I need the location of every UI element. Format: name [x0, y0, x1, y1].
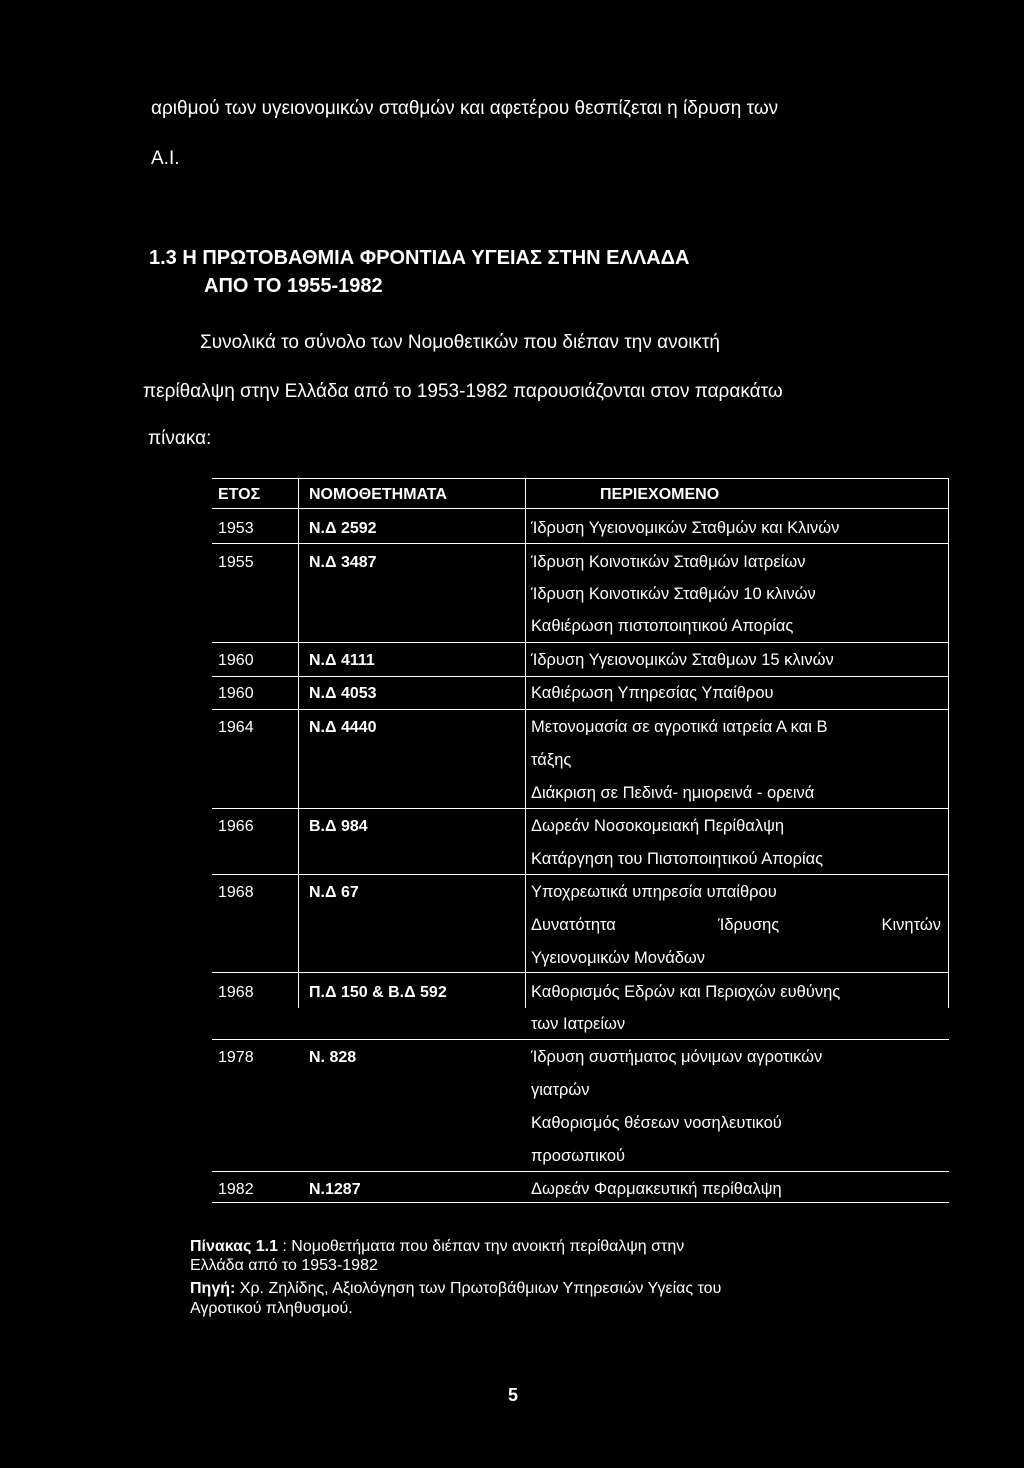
table-caption-line-1	[190, 1237, 684, 1256]
row-year: 1964	[218, 719, 254, 736]
row-divider	[212, 709, 949, 710]
caption-text: : Νομοθετήματα που διέπαν την ανοικτή περίθαλψη στην	[277, 1238, 685, 1255]
row-divider	[212, 1171, 949, 1172]
row-law: Π.Δ 150 & Β.Δ 592	[309, 984, 447, 1001]
row-content: Καθορισμός Εδρών και Περιοχών ευθύνης	[531, 983, 841, 1001]
table-top-border	[212, 478, 949, 479]
paragraph-line-1: Συνολικά το σύνολο των Νομοθετικών που διέπαν την ανοικτή	[200, 332, 720, 353]
legislation-table	[212, 478, 949, 1198]
row-content-word: Κινητών	[881, 916, 941, 934]
row-law: Β.Δ 984	[309, 818, 368, 835]
caption-label: Πίνακας 1.1	[190, 1238, 278, 1255]
row-year: 1978	[218, 1049, 254, 1066]
row-year: 1960	[218, 652, 254, 669]
row-law: Ν.Δ 4440	[309, 719, 377, 736]
row-content: Διάκριση σε Πεδινά- ημιορεινά - ορεινά	[531, 784, 815, 802]
row-year: 1968	[218, 984, 254, 1001]
row-content-word: Ίδρυσης	[718, 916, 780, 934]
source-line-1	[190, 1279, 721, 1298]
row-content: Καθιέρωση πιστοποιητικού Απορίας	[531, 617, 794, 635]
row-divider	[212, 1039, 949, 1040]
table-caption-line-2: Ελλάδα από το 1953-1982	[190, 1257, 378, 1274]
column-divider	[298, 478, 299, 1008]
source-line-2: Αγροτικού πληθυσμού.	[190, 1300, 353, 1317]
row-law: Ν.1287	[309, 1181, 361, 1198]
section-heading-line-1: 1.3 Η ΠΡΩΤΟΒΑΘΜΙΑ ΦΡΟΝΤΙΔΑ ΥΓΕΙΑΣ ΣΤΗΝ ΕΛΛΑΔΑ	[149, 247, 690, 269]
row-year: 1953	[218, 520, 254, 537]
row-content: Ίδρυση Κοινοτικών Σταθμών Ιατρείων	[531, 553, 806, 571]
row-law: Ν.Δ 67	[309, 884, 359, 901]
intro-line-1: αριθμού των υγειονομικών σταθμών και αφετέρου θεσπίζεται η ίδρυση των	[151, 98, 779, 119]
paragraph-line-2: περίθαλψη στην Ελλάδα από το 1953-1982 παρουσιάζονται στον παρακάτω	[143, 381, 783, 402]
row-divider	[212, 642, 949, 643]
table-header-divider	[212, 508, 949, 509]
page-number: 5	[508, 1385, 519, 1405]
row-content: Ίδρυση συστήματος μόνιμων αγροτικών	[531, 1048, 823, 1066]
table-right-border	[948, 478, 949, 1008]
row-content: Ίδρυση Κοινοτικών Σταθμών 10 κλινών	[531, 585, 816, 603]
row-divider	[212, 543, 949, 544]
row-content-word: Δυνατότητα	[531, 916, 616, 934]
row-law: Ν.Δ 4053	[309, 685, 377, 702]
section-heading-line-2: ΑΠΟ ΤΟ 1955-1982	[204, 275, 383, 297]
row-content: Μετονομασία σε αγροτικά ιατρεία Α και Β	[531, 718, 828, 736]
row-content: γιατρών	[531, 1081, 590, 1099]
row-year: 1982	[218, 1181, 254, 1198]
row-content: Καθιέρωση Υπηρεσίας Υπαίθρου	[531, 684, 774, 702]
table-bottom-border	[212, 1202, 949, 1203]
row-divider	[212, 874, 949, 875]
header-year: ΕΤΟΣ	[218, 486, 261, 503]
row-content: Δωρεάν Νοσοκομειακή Περίθαλψη	[531, 817, 785, 835]
row-year: 1968	[218, 884, 254, 901]
row-year: 1960	[218, 685, 254, 702]
row-year: 1955	[218, 554, 254, 571]
row-content: Καθορισμός θέσεων νοσηλευτικού	[531, 1114, 782, 1132]
row-content: προσωπικού	[531, 1147, 626, 1165]
row-content: Ίδρυση Υγειονομικών Σταθμών και Κλινών	[531, 519, 840, 537]
row-law: Ν.Δ 2592	[309, 520, 377, 537]
row-year: 1966	[218, 818, 254, 835]
row-divider	[212, 808, 949, 809]
row-content: τάξης	[531, 751, 572, 769]
row-divider	[212, 972, 949, 973]
header-legislation: ΝΟΜΟΘΕΤΗΜΑΤΑ	[309, 486, 447, 503]
row-law: Ν. 828	[309, 1049, 357, 1066]
intro-line-2: Α.Ι.	[151, 148, 180, 169]
row-content: Δωρεάν Φαρμακευτική περίθαλψη	[531, 1180, 782, 1198]
row-content: Υγειονομικών Μονάδων	[531, 949, 706, 967]
row-content: Ίδρυση Υγειονομικών Σταθμων 15 κλινών	[531, 651, 834, 669]
row-law: Ν.Δ 4111	[309, 652, 375, 669]
header-content: ΠΕΡΙΕΧΟΜΕΝΟ	[600, 486, 720, 503]
paragraph-line-3: πίνακα:	[148, 428, 212, 449]
row-content: των Ιατρείων	[531, 1015, 626, 1033]
column-divider	[525, 478, 526, 1008]
source-label: Πηγή:	[190, 1280, 236, 1297]
source-text: Χρ. Ζηλίδης, Αξιολόγηση των Πρωτοβάθμιων Υπηρεσιών Υγείας του	[235, 1280, 722, 1297]
row-divider	[212, 676, 949, 677]
row-content: Υποχρεωτικά υπηρεσία υπαίθρου	[531, 883, 777, 901]
row-content	[531, 916, 941, 936]
row-content: Κατάργηση του Πιστοποιητικού Απορίας	[531, 850, 824, 868]
row-law: Ν.Δ 3487	[309, 554, 377, 571]
